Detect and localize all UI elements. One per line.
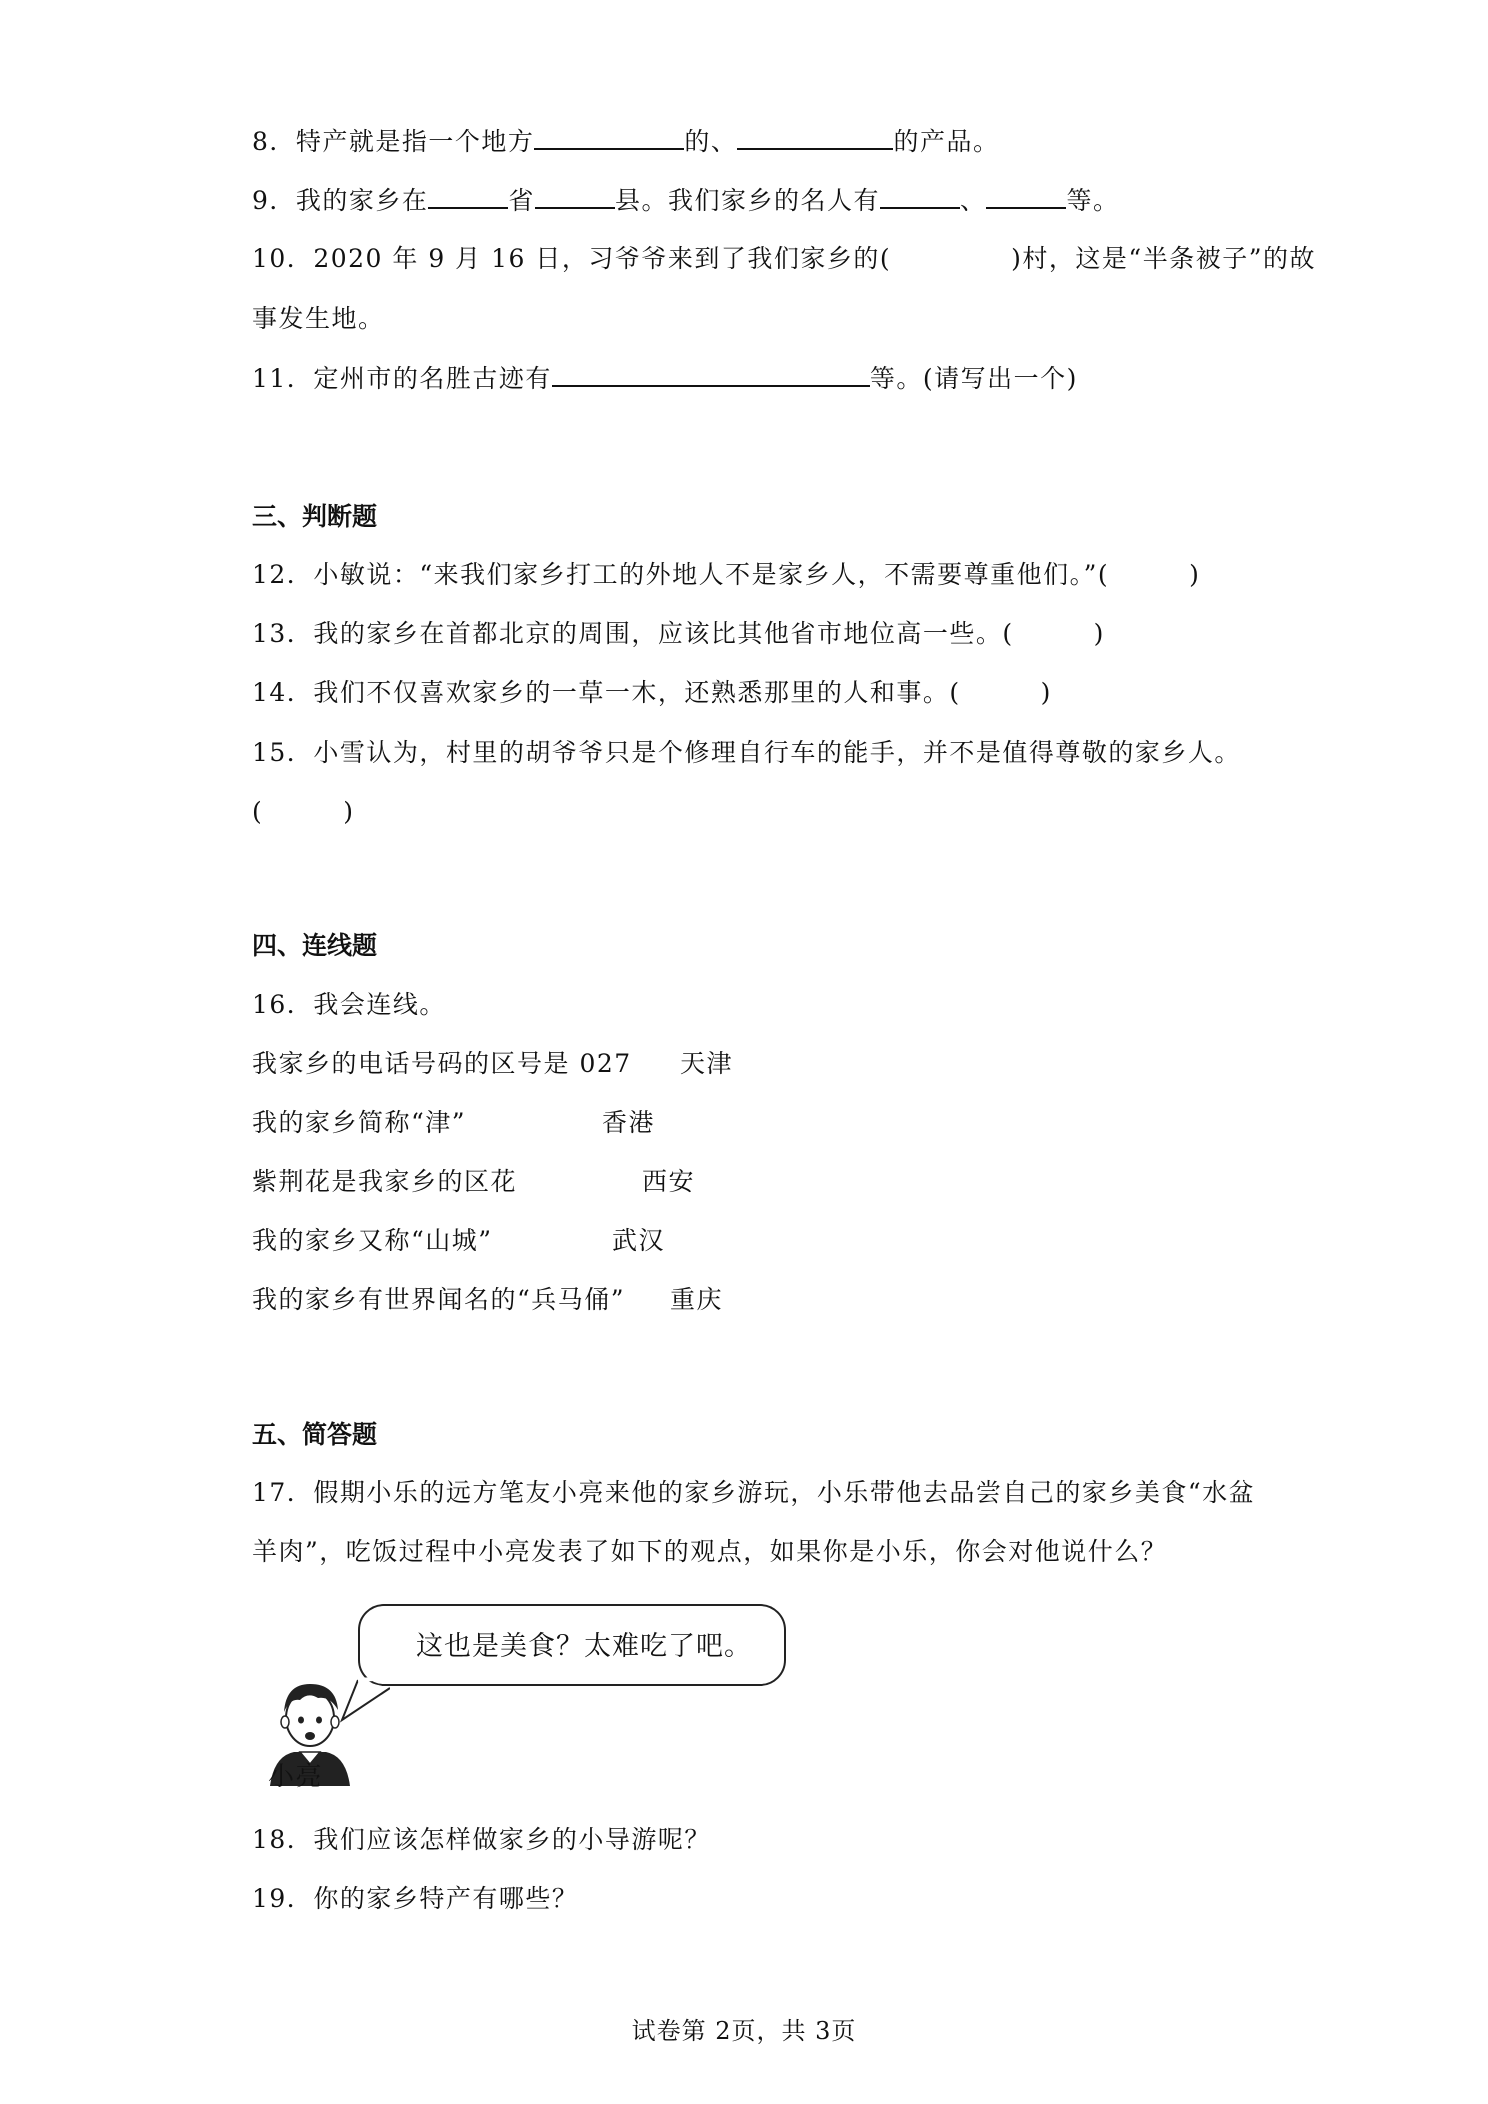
question-text: 特产就是指一个地方 [295, 127, 535, 156]
section-4-title: 四、连线题 [252, 931, 378, 960]
question-text: 等。(请写出一个) [869, 364, 1078, 393]
speech-bubble-text: 这也是美食？太难吃了吧。 [416, 1631, 752, 1662]
question-text: 我的家乡在首都北京的周围，应该比其他省市地位高一些。( [313, 619, 1014, 648]
question-number: 10． [252, 244, 314, 273]
question-15 [252, 736, 1241, 770]
question-text: 定州市的名胜古迹有 [313, 364, 552, 393]
character-label: 小亮 [268, 1762, 324, 1792]
question-text: 我会连线。 [313, 990, 446, 1019]
paren-open: ( [252, 797, 264, 826]
question-18 [252, 1823, 711, 1857]
section-5-title: 五、简答题 [252, 1420, 378, 1449]
match-left-item[interactable]: 我的家乡又称“山城” [252, 1226, 493, 1255]
question-number: 8． [252, 127, 296, 156]
question-text: 等。 [1066, 186, 1120, 215]
paren-close: ) [343, 797, 355, 826]
paren-close: ) [1040, 678, 1052, 707]
question-19 [252, 1882, 578, 1916]
question-number: 11． [252, 364, 314, 393]
question-15-line-2 [252, 795, 355, 829]
paren-close: ) [1189, 560, 1201, 589]
question-9 [252, 183, 1119, 218]
question-10-line-2: 事发生地。 [252, 304, 385, 333]
answer-blank[interactable] [880, 183, 960, 209]
question-number: 19． [252, 1884, 314, 1913]
question-text: 我们应该怎样做家乡的小导游呢？ [313, 1825, 711, 1854]
answer-blank[interactable] [986, 183, 1066, 209]
question-text: 小雪认为，村里的胡爷爷只是个修理自行车的能手，并不是值得尊敬的家乡人。 [313, 738, 1241, 767]
question-number: 16． [252, 990, 314, 1019]
match-left-item[interactable]: 我家乡的电话号码的区号是 027 [252, 1049, 632, 1078]
question-12 [252, 558, 1200, 592]
question-text: 2020 年 9 月 16 日，习爷爷来到了我们家乡的( [313, 244, 892, 273]
question-text: 、 [959, 186, 987, 215]
question-text: 的产品。 [893, 127, 1000, 156]
page-footer: 试卷第 2页，共 3页 [631, 2017, 857, 2045]
question-11 [252, 361, 1078, 396]
match-left-item[interactable]: 我的家乡简称“津” [252, 1108, 467, 1137]
question-text: )村，这是“半条被子”的故 [1011, 244, 1316, 273]
question-text: 县。我们家乡的名人有 [614, 186, 880, 215]
question-number: 12． [252, 560, 314, 589]
question-text: 我的家乡在 [295, 186, 429, 215]
paren-close: ) [1093, 619, 1105, 648]
question-14 [252, 676, 1052, 710]
question-17-line-2: 羊肉”，吃饭过程中小亮发表了如下的观点，如果你是小乐，你会对他说什么？ [252, 1537, 1168, 1566]
question-text: 假期小乐的远方笔友小亮来他的家乡游玩，小乐带他去品尝自己的家乡美食“水盆 [313, 1478, 1256, 1507]
question-17 [252, 1476, 1255, 1510]
match-right-item[interactable]: 武汉 [612, 1226, 666, 1255]
question-8 [252, 124, 999, 159]
answer-blank[interactable] [737, 124, 893, 150]
question-number: 13． [252, 619, 314, 648]
question-number: 18． [252, 1825, 314, 1854]
match-left-item[interactable]: 我的家乡有世界闻名的“兵马俑” [252, 1285, 626, 1314]
match-right-item[interactable]: 香港 [602, 1108, 656, 1137]
match-right-item[interactable]: 天津 [680, 1049, 734, 1078]
answer-blank[interactable] [428, 183, 508, 209]
speech-bubble [358, 1604, 786, 1686]
question-number: 15． [252, 738, 314, 767]
question-text: 省 [508, 186, 535, 215]
question-number: 17． [252, 1478, 314, 1507]
section-3-title: 三、判断题 [252, 502, 378, 531]
answer-blank[interactable] [534, 124, 684, 150]
question-13 [252, 617, 1105, 651]
match-left-item[interactable]: 紫荆花是我家乡的区花 [252, 1167, 518, 1196]
question-number: 9． [252, 186, 296, 215]
question-text: 的、 [684, 127, 738, 156]
question-text: 我们不仅喜欢家乡的一草一木，还熟悉那里的人和事。( [313, 678, 961, 707]
match-right-item[interactable]: 重庆 [670, 1285, 724, 1314]
answer-blank[interactable] [552, 361, 870, 387]
question-16 [252, 988, 446, 1022]
question-10 [252, 242, 1316, 276]
question-number: 14． [252, 678, 314, 707]
match-right-item[interactable]: 西安 [642, 1167, 696, 1196]
question-text: 你的家乡特产有哪些？ [313, 1884, 579, 1913]
question-text: 小敏说：“来我们家乡打工的外地人不是家乡人，不需要尊重他们。”( [313, 560, 1110, 589]
answer-blank[interactable] [535, 183, 615, 209]
